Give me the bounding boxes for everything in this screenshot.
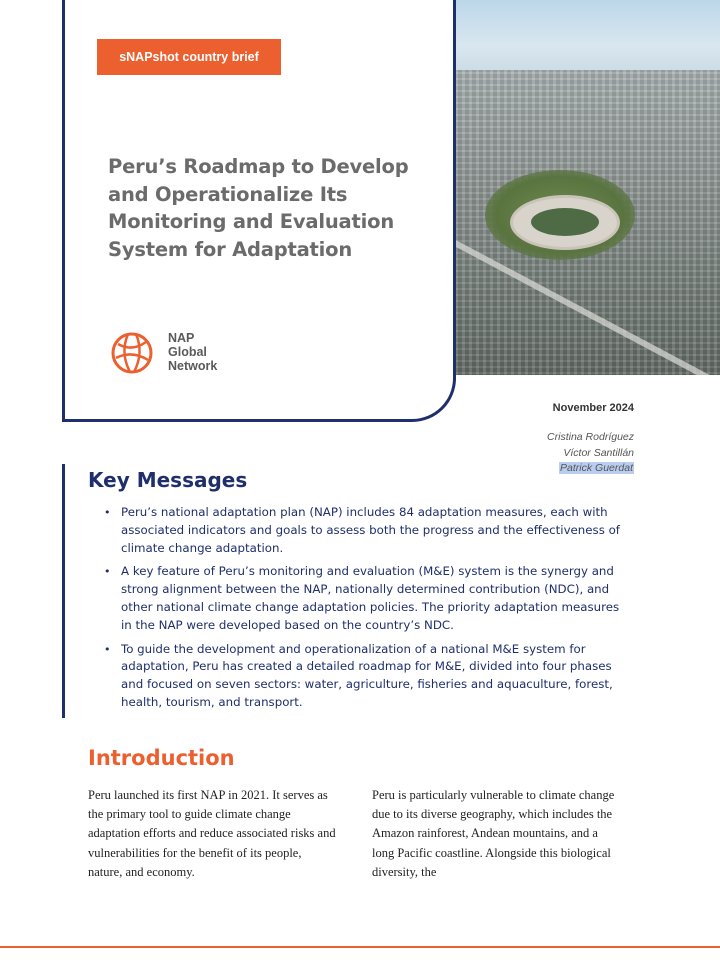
logo-line-3: Network	[168, 359, 218, 373]
publication-date: November 2024	[552, 402, 634, 414]
introduction-column-left: Peru launched its first NAP in 2021. It serves as the primary tool to guide climate change adaptation efforts and reduce associated risks and vulnerabilities for the benefit of its people, nature, and economy.	[88, 788, 336, 879]
list-item: • To guide the development and operationalization of a national M&E system for adaptation, Peru has created a detailed roadmap for M&E, divided into four phases and focused on seven sectors: water, agriculture, fisheries and aquaculture, forest, health, tourism, and transport.	[104, 641, 624, 712]
key-messages-list	[104, 504, 624, 718]
page-title: Peru’s Roadmap to Develop and Operationalize Its Monitoring and Evaluation System for Adaptation	[108, 155, 409, 261]
author-list	[547, 430, 634, 477]
photo-stadium	[510, 195, 620, 250]
key-messages-heading: Key Messages	[88, 468, 248, 492]
brief-type-tag: sNAPshot country brief	[97, 39, 281, 75]
logo-line-1: NAP	[168, 331, 195, 345]
photo-stadium-field	[531, 208, 599, 236]
nap-global-network-logo	[108, 330, 268, 376]
key-messages-accent-bar	[62, 464, 65, 718]
author-name: Víctor Santillán	[563, 446, 634, 459]
list-item: • Peru’s national adaptation plan (NAP) includes 84 adaptation measures, each with associated indicators and goals to assess both the progress and the effectiveness of climate change adaptation.	[104, 504, 624, 557]
author-name-highlighted: Patrick Guerdat	[560, 462, 633, 474]
introduction-heading: Introduction	[88, 746, 235, 770]
logo-line-2: Global	[168, 345, 207, 359]
cover-photo-lima-stadium	[455, 0, 720, 375]
logo-text	[168, 331, 217, 373]
globe-network-icon	[108, 330, 156, 376]
list-item: • A key feature of Peru’s monitoring and evaluation (M&E) system is the synergy and strong alignment between the NAP, nationally determined contribution (NDC), and other national climate change adaptation policies. The priority adaptation measures in the NAP were developed based on the country’s NDC.	[104, 563, 624, 634]
introduction-column-right: Peru is particularly vulnerable to climate change due to its diverse geography, which includes the Amazon rainforest, Andean mountains, and a long Pacific coastline. Alongside this biological diversity, the	[372, 788, 615, 879]
author-name: Cristina Rodríguez	[547, 431, 634, 443]
footer-rule	[0, 946, 720, 948]
